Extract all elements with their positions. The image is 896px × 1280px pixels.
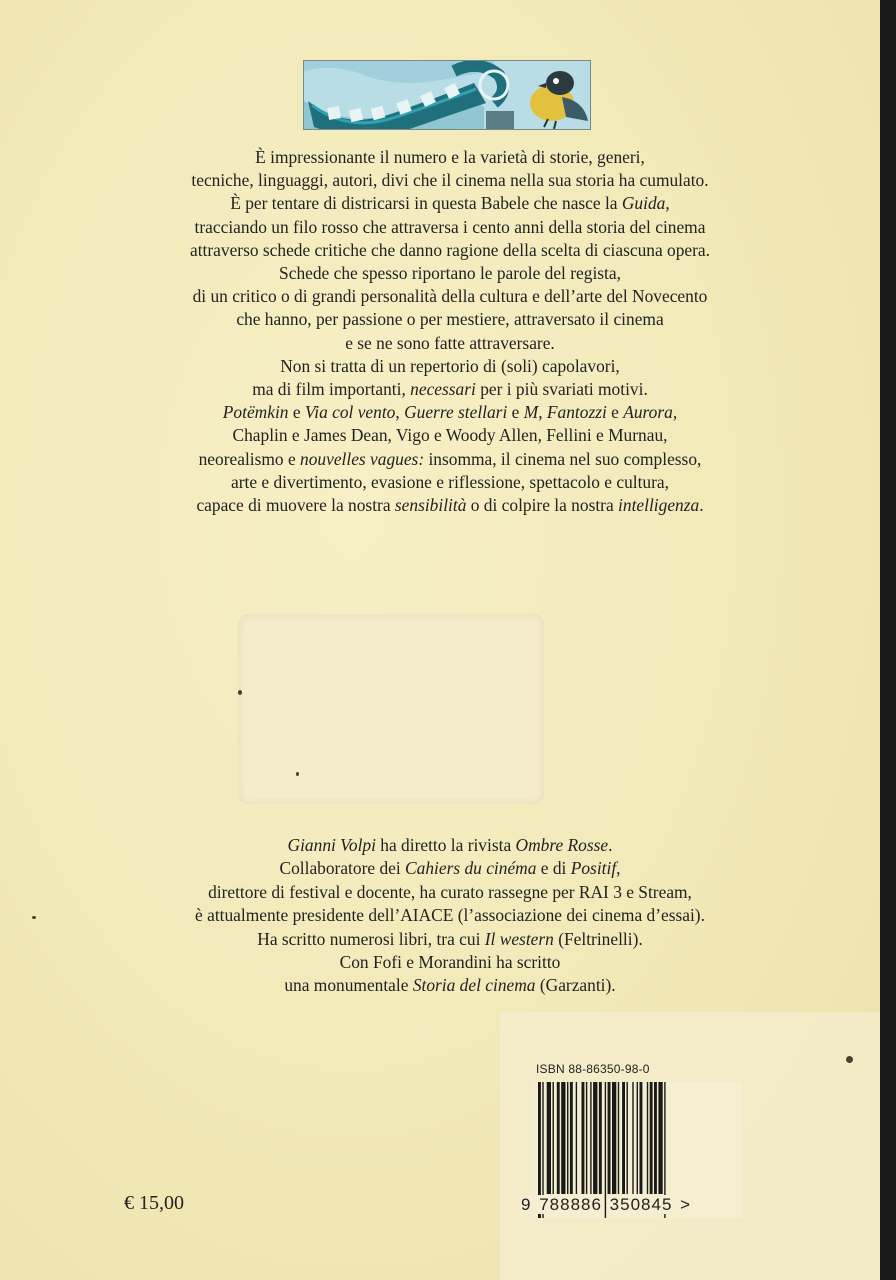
blurb-line: attraverso schede critiche che danno ragione della scelta di ciascuna opera. xyxy=(189,239,710,260)
blurb-line: È impressionante il numero e la varietà di storie, generi, xyxy=(255,147,645,167)
blurb-line: arte e divertimento, evasione e riflessione, spettacolo e cultura, xyxy=(231,471,669,492)
barcode-digits-left: 788886 xyxy=(539,1195,602,1214)
barcode-marker: > xyxy=(680,1195,692,1214)
blurb-line: ma di film importanti, necessari per i più svariati motivi. xyxy=(252,379,648,400)
bio-line: Ha scritto numerosi libri, tra cui Il western (Feltrinelli). xyxy=(257,928,643,949)
barcode-digit-first: 9 xyxy=(521,1195,532,1214)
paper-speck xyxy=(846,1056,853,1063)
isbn-number: ISBN 88-86350-98-0 xyxy=(536,1062,650,1076)
author-bio xyxy=(100,834,800,998)
blurb-line: capace di muovere la nostra sensibilità o di colpire la nostra intelligenza. xyxy=(196,495,704,516)
blurb-line: neorealismo e nouvelles vagues: insomma, il cinema nel suo complesso, xyxy=(198,448,702,469)
bio-line: Con Fofi e Morandini ha scritto xyxy=(339,952,561,973)
blurb-line: e se ne sono fatte attraversare. xyxy=(345,332,555,353)
blurb-line: di un critico o di grandi personalità della cultura e dell’arte del Novecento xyxy=(192,286,708,307)
cover-illustration xyxy=(303,60,591,130)
blurb-line: Schede che spesso riportano le parole del regista, xyxy=(279,263,621,284)
blurb-line: tracciando un filo rosso che attraversa i cento anni della storia del cinema xyxy=(194,216,706,237)
price-label: € 15,00 xyxy=(124,1192,184,1214)
barcode-digits xyxy=(520,1195,692,1215)
blurb-line: Non si tratta di un repertorio di (soli) capolavori, xyxy=(280,355,620,376)
paper-speck xyxy=(32,916,36,919)
blurb-line: tecniche, linguaggi, autori, divi che il cinema nella sua storia ha cumulato. xyxy=(191,170,709,191)
bio-line: direttore di festival e docente, ha curato rassegne per RAI 3 e Stream, xyxy=(208,881,692,902)
bio-line: Gianni Volpi ha diretto la rivista Ombre Rosse. xyxy=(287,835,613,855)
blurb-text xyxy=(100,146,800,517)
bio-line: una monumentale Storia del cinema (Garzanti). xyxy=(284,975,616,996)
blurb-line: Chaplin e James Dean, Vigo e Woody Allen, Fellini e Murnau, xyxy=(232,425,668,446)
blurb-line: È per tentare di districarsi in questa Babele che nasce la Guida, xyxy=(230,193,670,214)
paper-speck xyxy=(238,690,242,695)
bio-line: è attualmente presidente dell’AIACE (l’associazione dei cinema d’essai). xyxy=(195,905,705,926)
barcode-digits-right: 350845 xyxy=(609,1195,673,1214)
bio-line: Collaboratore dei Cahiers du cinéma e di Positif, xyxy=(279,858,621,879)
blurb-line: Potëmkin e Via col vento, Guerre stellari e M, Fantozzi e Aurora, xyxy=(222,402,678,423)
blurb-line: che hanno, per passione o per mestiere, attraversato il cinema xyxy=(236,309,664,330)
removed-sticker-area xyxy=(238,614,544,804)
paper-speck xyxy=(296,772,299,776)
